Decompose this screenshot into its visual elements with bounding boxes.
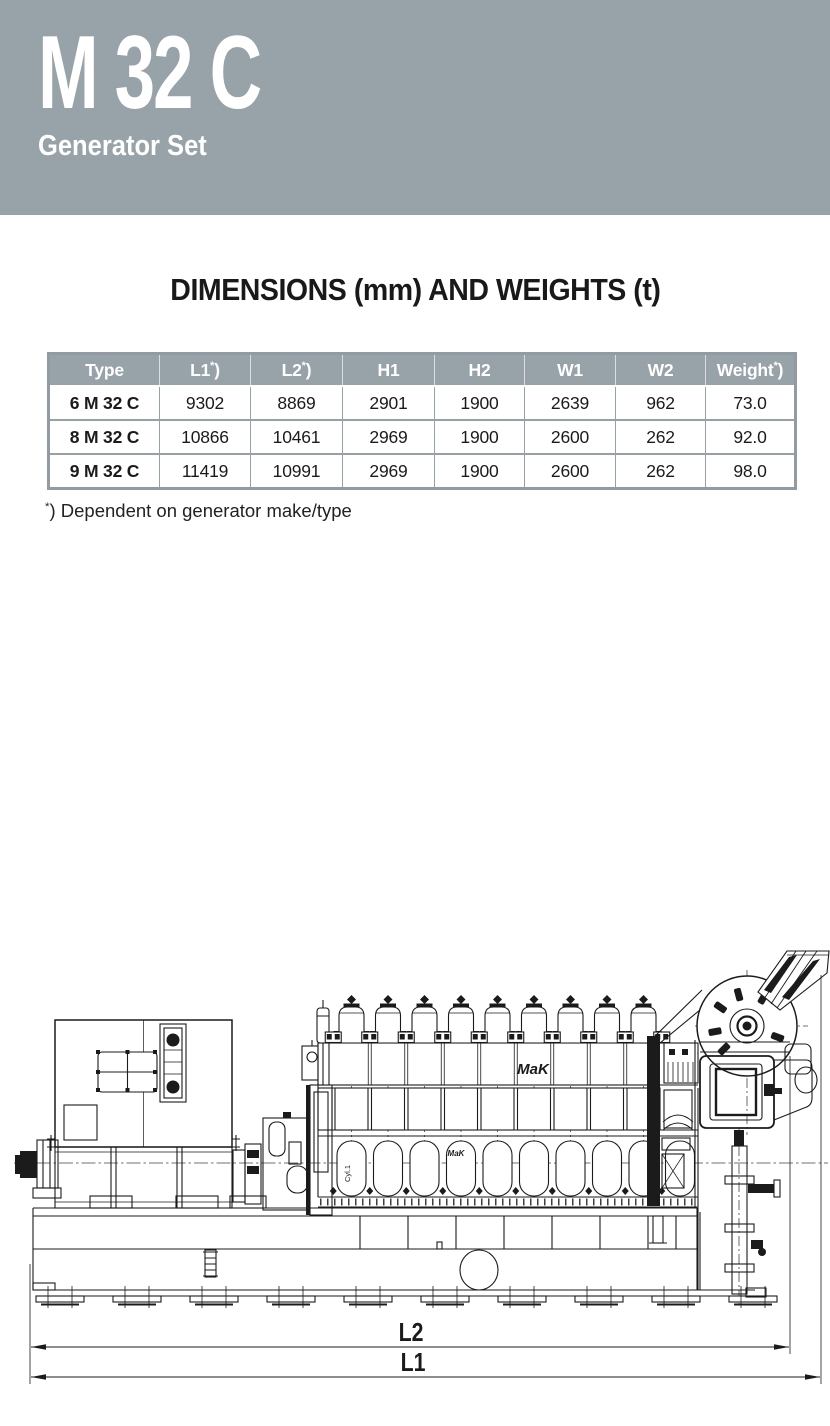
mak-logo: MaK [517,1061,549,1078]
column-header-l1: L1*) [160,354,251,387]
table-cell: 10866 [160,420,251,454]
table-cell: 11419 [160,454,251,489]
coupling [263,1112,308,1210]
table-cell: 1900 [435,386,525,420]
footnote-asterisk: * [45,500,50,513]
section-title-wrap [0,272,830,308]
table-cell: 92.0 [706,420,796,454]
column-header-l2: L2*) [251,354,343,387]
engine-block [318,995,698,1207]
column-header-type: Type [49,354,160,387]
table-row [49,454,796,489]
column-header-w1: W1 [525,354,616,387]
table-cell: 2901 [343,386,435,420]
dimension-label-l1: L1 [400,1348,426,1378]
table-cell: 962 [616,386,706,420]
model-subtitle: Generator Set [38,130,207,162]
column-header-w2: W2 [616,354,706,387]
table-cell: 8869 [251,386,343,420]
cylinder-1-label: Cyl.1 [343,1164,352,1182]
table-row [49,420,796,454]
table-cell: 10991 [251,454,343,489]
table-cell: 10461 [251,420,343,454]
mak-logo-small: MaK [447,1149,465,1158]
model-title: M 32 C [38,15,261,131]
table-cell: 1900 [435,454,525,489]
table-cell: 2600 [525,454,616,489]
column-header-h2: H2 [435,354,525,387]
cell-type: 9 M 32 C [49,454,160,489]
table-header-row [49,354,796,387]
cell-type: 6 M 32 C [49,386,160,420]
header-banner [0,0,830,215]
table-cell: 2600 [525,420,616,454]
table-cell: 2639 [525,386,616,420]
turbocharger [648,951,829,1093]
section-title: DIMENSIONS (mm) AND WEIGHTS (t) [169,272,661,307]
column-header-weight: Weight*) [706,354,796,387]
table-cell: 262 [616,454,706,489]
base-frame [33,1208,777,1308]
generator-set-drawing [0,950,830,1421]
generator [15,1020,266,1208]
dimension-l2 [31,1318,789,1350]
table-cell: 98.0 [706,454,796,489]
column-header-h1: H1 [343,354,435,387]
dimensions-table [47,352,797,490]
piping-column [725,1130,780,1297]
cell-type: 8 M 32 C [49,420,160,454]
table-row [49,386,796,420]
dimension-label-l2: L2 [398,1318,424,1348]
table-cell: 9302 [160,386,251,420]
table-cell: 1900 [435,420,525,454]
dimension-l1 [31,1348,820,1380]
table-cell: 262 [616,420,706,454]
table-cell: 73.0 [706,386,796,420]
footnote [45,500,352,522]
table-cell: 2969 [343,454,435,489]
table-cell: 2969 [343,420,435,454]
footnote-text: ) Dependent on generator make/type [49,500,352,521]
